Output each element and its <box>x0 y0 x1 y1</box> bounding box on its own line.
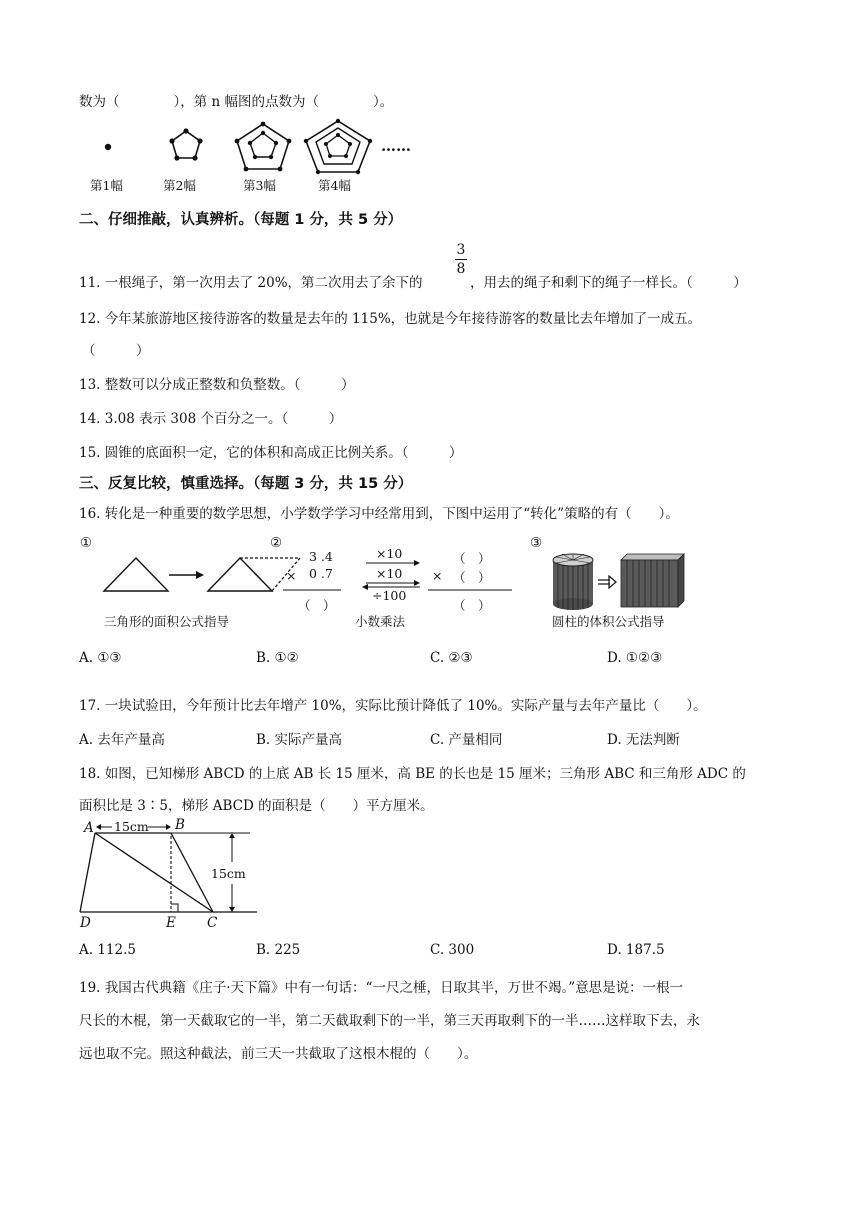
q13-text: 13. 整数可以分成正整数和负整数。（ ） <box>79 377 355 393</box>
q16-right-top: （ ） <box>453 551 491 566</box>
q16-mult-bottom: 0 .7 <box>309 566 333 581</box>
q14-text: 14. 3.08 表示 308 个百分之一。（ ） <box>79 411 343 427</box>
section3-title: 三、反复比较，慎重选择。（每题 3 分，共 15 分） <box>79 476 413 492</box>
q11-text-b: ，用去的绳子和剩下的绳子一样长。（ ） <box>470 275 747 291</box>
q18-stem-1: 18. 如图，已知梯形 ABCD 的上底 AB 长 15 厘米，高 BE 的长也是 15 厘米；三角形 ABC 和三角形 ADC 的 <box>79 766 746 782</box>
q16-right-res: （ ） <box>453 598 491 613</box>
q16-mult-times: × <box>286 568 297 583</box>
q18-height-length: 15cm <box>211 866 246 881</box>
q16-option-a[interactable]: A. ①③ <box>79 650 122 666</box>
q16-option-c[interactable]: C. ②③ <box>430 650 473 666</box>
q17-stem: 17. 一块试验田，今年预计比去年增产 10%，实际比预计降低了 10%。实际产量与去年产量比（ ）。 <box>79 698 707 714</box>
q18-point-c: C <box>207 915 218 931</box>
q18-stem-2: 面积比是 3∶5，梯形 ABCD 的面积是（ ）平方厘米。 <box>79 798 434 814</box>
q10-label-3: 第3幅 <box>243 178 276 193</box>
q16-option-d[interactable]: D. ①②③ <box>607 650 663 666</box>
q16-marker-2: ② <box>270 535 283 551</box>
q18-point-a: A <box>84 820 94 836</box>
q18-point-b: B <box>175 817 185 833</box>
q19-line-2: 尺长的木棍，第一天截取它的一半，第二天截取剩下的一半，第三天再取剩下的一半……这样取下去，永 <box>79 1013 700 1029</box>
q16-right-mid: （ ） <box>453 570 491 585</box>
q18-option-c[interactable]: C. 300 <box>430 942 475 958</box>
q16-option-b[interactable]: B. ①② <box>256 650 299 666</box>
q11-fraction-denominator: 8 <box>456 261 466 277</box>
q18-point-e: E <box>166 915 176 931</box>
q18-point-d: D <box>80 915 91 931</box>
q16-marker-1: ① <box>80 535 93 551</box>
q16-mult-top: 3 .4 <box>309 549 333 564</box>
q19-line-3: 远也取不完。照这种截法，前三天一共截取了这根木棍的（ ）。 <box>79 1046 478 1062</box>
q17-option-b[interactable]: B. 实际产量高 <box>256 732 343 748</box>
q16-op-2: ×10 <box>376 566 403 581</box>
q16-op-3: ÷100 <box>372 588 407 603</box>
q10-text: 数为（ ），第 n 幅图的点数为（ ）。 <box>79 94 394 110</box>
section2-title: 二、仔细推敲，认真辨析。（每题 1 分，共 5 分） <box>79 212 403 228</box>
q10-label-4: 第4幅 <box>318 178 351 193</box>
q16-mult-result: （ ） <box>298 598 336 613</box>
q19-line-1: 19. 我国古代典籍《庄子·天下篇》中有一句话：“一尺之棰，日取其半，万世不竭。”意思是说：一根一 <box>79 980 684 996</box>
q18-option-d[interactable]: D. 187.5 <box>607 942 665 958</box>
q10-label-1: 第1幅 <box>90 178 123 193</box>
q16-caption-2: 小数乘法 <box>355 614 406 629</box>
q16-op-1: ×10 <box>376 546 403 561</box>
q16-marker-3: ③ <box>530 535 543 551</box>
q11-fraction-numerator: 3 <box>456 242 466 258</box>
q17-option-a[interactable]: A. 去年产量高 <box>79 732 165 748</box>
q17-option-c[interactable]: C. 产量相同 <box>430 732 503 748</box>
q18-top-length: 15cm <box>114 819 149 834</box>
q18-option-b[interactable]: B. 225 <box>256 942 301 958</box>
q16-caption-1: 三角形的面积公式指导 <box>104 614 230 629</box>
q17-option-d[interactable]: D. 无法判断 <box>607 732 680 748</box>
q10-ellipsis: …… <box>381 137 411 155</box>
q11-text-a: 11. 一根绳子，第一次用去了 20%，第二次用去了余下的 <box>79 275 423 291</box>
q15-text: 15. 圆锥的底面积一定，它的体积和高成正比例关系。（ ） <box>79 445 463 461</box>
q10-label-2: 第2幅 <box>163 178 196 193</box>
q12-text-a: 12. 今年某旅游地区接待游客的数量是去年的 115%，也就是今年接待游客的数量比去年增加了一成五。 <box>79 311 702 327</box>
q16-right-times: × <box>432 568 443 583</box>
q18-option-a[interactable]: A. 112.5 <box>79 942 136 958</box>
q16-caption-3: 圆柱的体积公式指导 <box>552 614 665 629</box>
q12-text-b: （ ） <box>82 343 150 359</box>
q16-stem: 16. 转化是一种重要的数学思想，小学数学学习中经常用到，下图中运用了“转化”策略的有（ ）。 <box>79 506 679 522</box>
